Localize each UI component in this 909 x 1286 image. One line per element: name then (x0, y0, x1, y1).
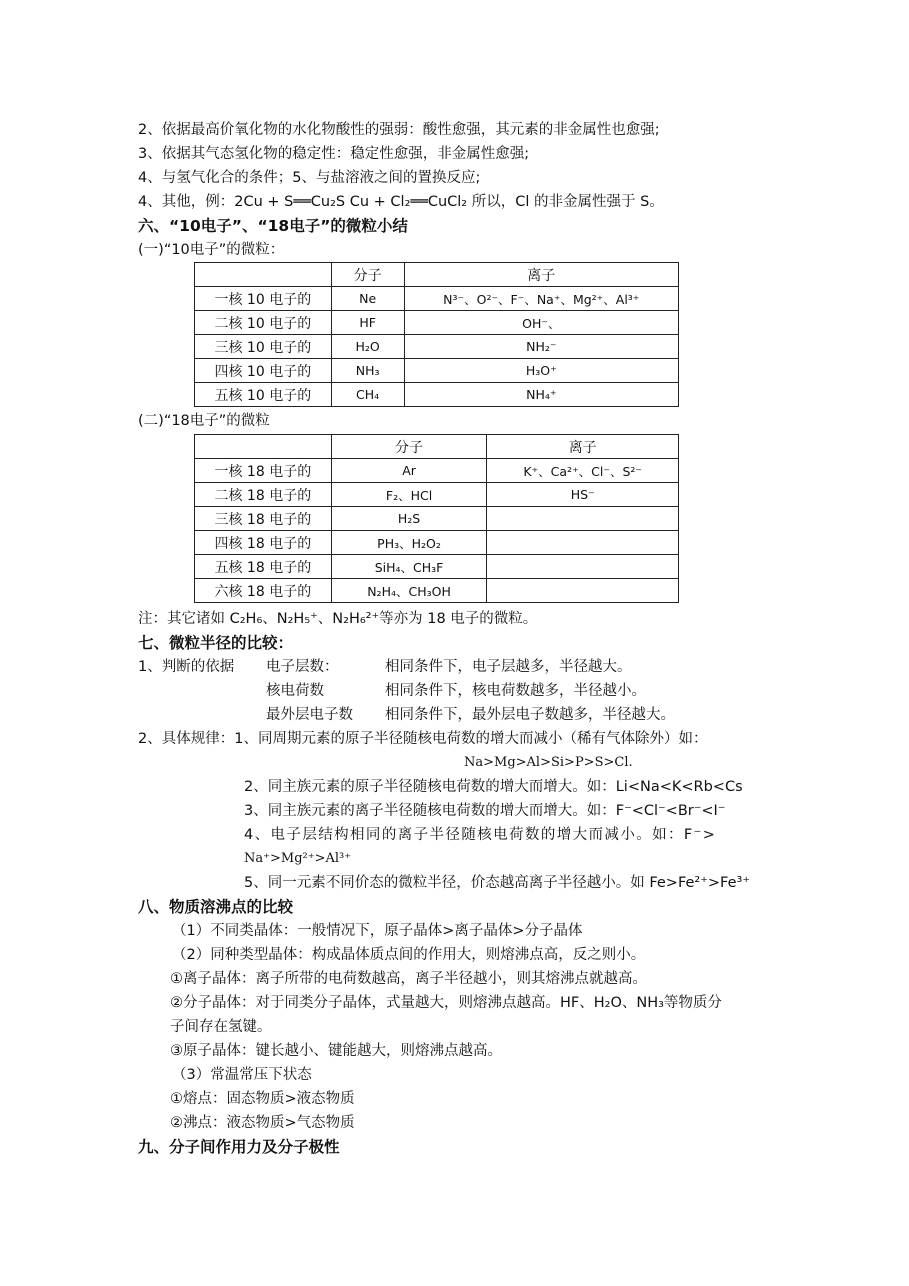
table-header-row (195, 263, 679, 287)
table-cell: 一核 18 电子的 (195, 459, 332, 483)
table-cell: NH₃ (331, 359, 404, 383)
table-cell (487, 555, 679, 579)
rule-example: Na⁺>Mg²⁺>Al³⁺ (244, 851, 352, 866)
section-heading: 六、“10电子”、“18电子”的微粒小结 (138, 217, 408, 235)
table-cell: N³⁻、O²⁻、F⁻、Na⁺、Mg²⁺、Al³⁺ (404, 287, 678, 311)
text-line: ①熔点：固态物质>液态物质 (170, 1091, 355, 1107)
text-line: （3）常温常压下状态 (172, 1067, 312, 1083)
table-cell: 五核 10 电子的 (195, 383, 332, 407)
table-cell: PH₃、H₂O₂ (331, 531, 487, 555)
text-line: 3、依据其气态氢化物的稳定性：稳定性愈强，非金属性愈强; (138, 146, 530, 162)
table-row (195, 507, 679, 531)
table-row (195, 359, 679, 383)
table-row (195, 311, 679, 335)
text-line: （1）不同类晶体：一般情况下，原子晶体>离子晶体>分子晶体 (172, 923, 583, 939)
table-cell (487, 531, 679, 555)
table-header-cell: 分子 (331, 435, 487, 459)
basis-term: 电子层数： (266, 659, 339, 675)
table-header-cell: 分子 (331, 263, 404, 287)
text-line: ①离子晶体：离子所带的电荷数越高，离子半径越小，则其熔沸点就越高。 (170, 971, 647, 987)
table-cell: H₃O⁺ (404, 359, 678, 383)
rule-line: 2、具体规律：1、同周期元素的原子半径随核电荷数的增大而减小（稀有气体除外）如： (138, 731, 708, 747)
basis-label: 1、判断的依据 (138, 659, 235, 675)
table-cell: H₂O (331, 335, 404, 359)
rule-example: Na>Mg>Al>Si>P>S>Cl. (464, 755, 633, 770)
table-row (195, 531, 679, 555)
basis-desc: 相同条件下，最外层电子数越多，半径越大。 (385, 707, 675, 723)
table-cell: H₂S (331, 507, 487, 531)
table-cell: 三核 10 电子的 (195, 335, 332, 359)
table-cell: CH₄ (331, 383, 404, 407)
table-row (195, 383, 679, 407)
table-row (195, 459, 679, 483)
text-line: 4、与氢气化合的条件；5、与盐溶液之间的置换反应; (138, 170, 481, 186)
basis-term: 最外层电子数 (266, 707, 353, 723)
section-heading: 八、物质溶沸点的比较 (138, 898, 294, 916)
table-cell: N₂H₄、CH₃OH (331, 579, 487, 603)
table-cell: Ar (331, 459, 487, 483)
table-cell: K⁺、Ca²⁺、Cl⁻、S²⁻ (487, 459, 679, 483)
table-cell: 二核 10 电子的 (195, 311, 332, 335)
table-cell: OH⁻、 (404, 311, 678, 335)
table-cell: HS⁻ (487, 483, 679, 507)
section-heading: 七、微粒半径的比较： (138, 634, 294, 652)
text-line: ②分子晶体：对于同类分子晶体，式量越大，则熔沸点越高。HF、H₂O、NH₃等物质分 (170, 995, 722, 1011)
subsection-label: (一)“10电子”的微粒： (138, 242, 285, 258)
table-cell: NH₄⁺ (404, 383, 678, 407)
table-cell: 四核 18 电子的 (195, 531, 332, 555)
basis-desc: 相同条件下，核电荷数越多，半径越小。 (385, 683, 646, 699)
table-cell (195, 435, 332, 459)
basis-desc: 相同条件下，电子层越多，半径越大。 (385, 659, 632, 675)
table-cell: Ne (331, 287, 404, 311)
text-line: 子间存在氢键。 (170, 1019, 272, 1035)
table-cell: SiH₄、CH₃F (331, 555, 487, 579)
text-line: 4、其他，例：2Cu + S══Cu₂S Cu + Cl₂══CuCl₂ 所以，Cl 的非金属性强于 S。 (138, 194, 664, 210)
rule-line: 4、电子层结构相同的离子半径随核电荷数的增大而减小。如：F⁻> (244, 827, 717, 843)
table-header-cell: 离子 (487, 435, 679, 459)
table-cell: HF (331, 311, 404, 335)
note: 注：其它诸如 C₂H₆、N₂H₅⁺、N₂H₆²⁺等亦为 18 电子的微粒。 (138, 611, 538, 627)
text-line: 2、依据最高价氧化物的水化物酸性的强弱：酸性愈强，其元素的非金属性也愈强; (138, 122, 660, 138)
table-header-row (195, 435, 679, 459)
table-cell: 三核 18 电子的 (195, 507, 332, 531)
table-row (195, 287, 679, 311)
rule-line: 3、同主族元素的离子半径随核电荷数的增大而增大。如：F⁻<Cl⁻<Br⁻<I⁻ (244, 803, 726, 819)
table-cell (195, 263, 332, 287)
basis-term: 核电荷数 (266, 683, 324, 699)
table-10-electron (194, 262, 679, 407)
table-cell: 六核 18 电子的 (195, 579, 332, 603)
subsection-label: (二)“18电子”的微粒 (138, 413, 270, 429)
table-row (195, 335, 679, 359)
table-cell: 四核 10 电子的 (195, 359, 332, 383)
table-cell: 五核 18 电子的 (195, 555, 332, 579)
text-line: ②沸点：液态物质>气态物质 (170, 1115, 355, 1131)
table-header-cell: 离子 (404, 263, 678, 287)
table-row (195, 555, 679, 579)
text-line: ③原子晶体：键长越小、键能越大，则熔沸点越高。 (170, 1043, 502, 1059)
table-cell: F₂、HCl (331, 483, 487, 507)
table-cell: 一核 10 电子的 (195, 287, 332, 311)
section-heading: 九、分子间作用力及分子极性 (138, 1138, 340, 1156)
table-row (195, 579, 679, 603)
table-cell: NH₂⁻ (404, 335, 678, 359)
table-row (195, 483, 679, 507)
table-cell: 二核 18 电子的 (195, 483, 332, 507)
table-cell (487, 579, 679, 603)
text-line: （2）同种类型晶体：构成晶体质点间的作用大，则熔沸点高，反之则小。 (172, 947, 646, 963)
rule-line: 2、同主族元素的原子半径随核电荷数的增大而增大。如：Li<Na<K<Rb<Cs (244, 779, 743, 795)
table-18-electron (194, 434, 679, 603)
rule-line: 5、同一元素不同价态的微粒半径，价态越高离子半径越小。如 Fe>Fe²⁺>Fe³⁺ (244, 875, 750, 891)
table-cell (487, 507, 679, 531)
